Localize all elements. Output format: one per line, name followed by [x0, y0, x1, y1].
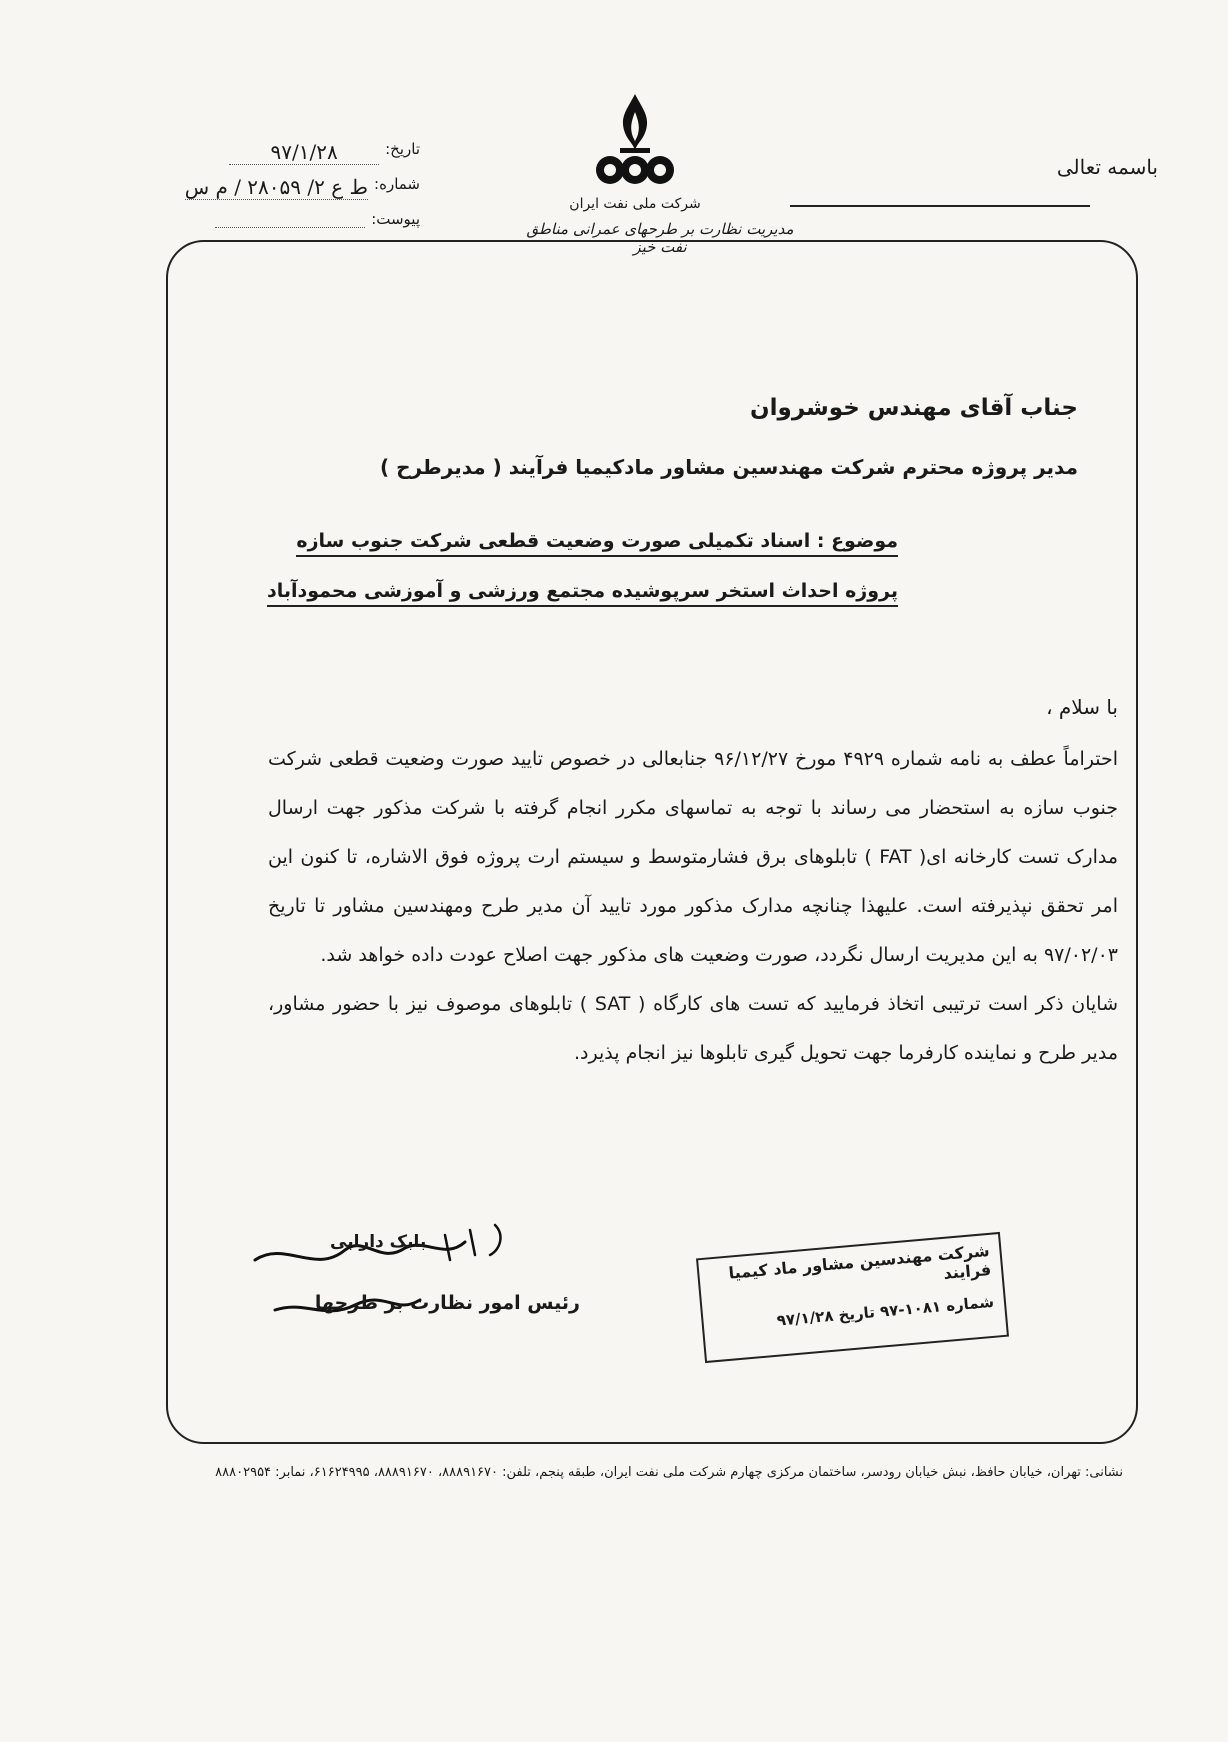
- recipient-name: جناب آقای مهندس خوشروان: [750, 395, 1078, 421]
- number-value: ط ع ۲/ ۲۸۰۵۹ / م س: [184, 175, 369, 199]
- signer-title: رئیس امور نظارت بر طرحها: [314, 1292, 580, 1314]
- salutation: با سلام ،: [1046, 695, 1118, 719]
- invocation-text: باسمه تعالی: [1056, 155, 1158, 179]
- stamp-number-date: شماره ۱۰۸۱-۹۷ تاریخ ۹۷/۱/۲۸: [776, 1292, 995, 1330]
- subject-line-2-text: پروژه احداث استخر سرپوشیده مجتمع ورزشی و آموزشی محمودآباد: [267, 580, 898, 607]
- date-label: تاریخ:: [385, 140, 420, 158]
- footer-address: نشانی: تهران، خیابان حافظ، نبش خیابان رودسر، ساختمان مرکزی چهارم شرکت ملی نفت ایران، طبقه پنجم، تلفن: ۸۸۸۹۱۶۷۰، ۸۸۸۹۱۶۷۰، ۶۱۶۲۴۹۹۵، نمابر: ۸۸۸۰۲۹۵۴: [215, 1465, 1123, 1480]
- date-row: [140, 140, 420, 165]
- number-row: [140, 175, 420, 200]
- subject-line-2: [198, 580, 898, 602]
- number-label: شماره:: [374, 175, 420, 193]
- signer-name: بابک دارابی: [330, 1232, 427, 1252]
- stamp-company: شرکت مهندسین مشاور ماد کیمیا فرایند: [727, 1240, 992, 1283]
- recipient-title: مدیر پروژه محترم شرکت مهندسین مشاور مادکیمیا فرآیند ( مدیرطرح ): [379, 455, 1078, 479]
- attachment-row: [140, 210, 420, 228]
- body-paragraph-1: احتراماً عطف به نامه شماره ۴۹۲۹ مورخ ۹۶/۱۲/۲۷ جنابعالی در خصوص تایید صورت وضعیت قطعی شرکت جنوب سازه به استحضار می رساند با توجه به تماسهای مکرر انجام گرفته با شرکت مذکور جهت ارسال مدارک تست کارخانه ای( FAT ) تابلوهای برق فشارمتوسط و سیستم ارت پروژه فوق الاشاره، تا کنون این امر تحقق نپذیرفته است. علیهذا چنانچه مدارک مذکور مورد تایید آن مدیر طرح ومهندسین مشاور تا تاریخ ۹۷/۰۲/۰۳ به این مدیریت ارسال نگردد، صورت وضعیت های مذکور جهت اصلاح عودت داده خواهد شد.: [268, 748, 1119, 966]
- attachment-value: [215, 210, 365, 228]
- body-paragraph-2: شایان ذکر است ترتیبی اتخاذ فرمایید که تست های کارگاه ( SAT ) تابلوهای موصوف نیز با حضور مشاور، مدیر طرح و نماینده کارفرما جهت تحویل گیری تابلوها نیز انجام پذیرد.: [268, 993, 1118, 1064]
- header-divider: [790, 205, 1090, 207]
- department-name: مدیریت نظارت بر طرحهای عمرانی مناطق نفت خیز: [526, 220, 794, 256]
- company-name: شرکت ملی نفت ایران: [569, 196, 701, 212]
- letter-meta: [140, 140, 420, 238]
- date-value: ۹۷/۱/۲۸: [229, 140, 379, 165]
- letter-body: [268, 735, 1118, 1078]
- subject-line-1-text: موضوع : اسناد تکمیلی صورت وضعیت قطعی شرکت جنوب سازه: [296, 530, 898, 557]
- subject-line-1: [198, 530, 898, 552]
- attachment-label: پیوست:: [371, 210, 420, 228]
- nioc-logo-icon: [590, 90, 680, 195]
